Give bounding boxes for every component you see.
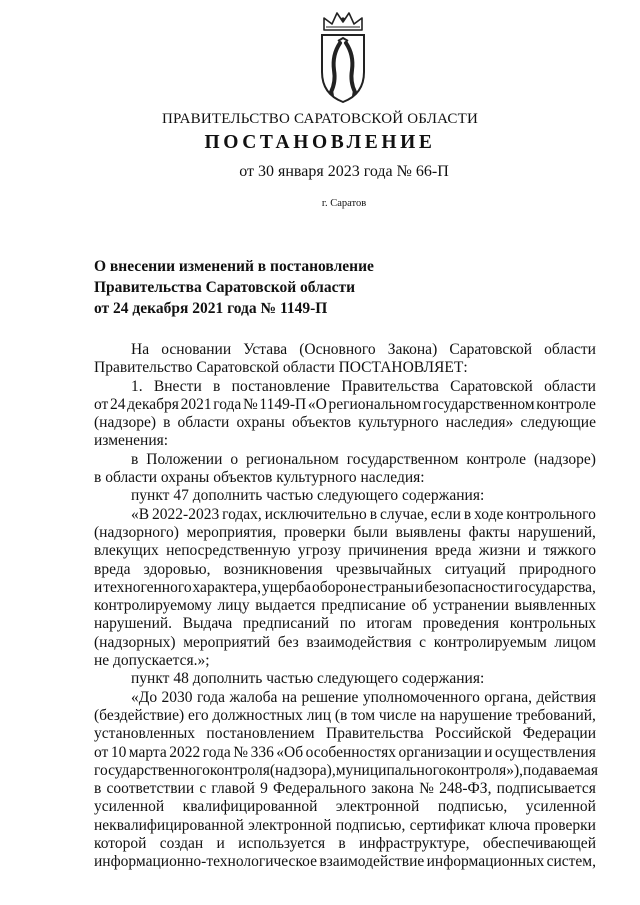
body-word: электронной — [335, 798, 420, 816]
body-word: основании — [161, 341, 232, 358]
body-word: влекущих — [94, 542, 159, 560]
document-city: г. Саратов — [321, 198, 367, 209]
body-word: Саратовской — [450, 377, 533, 395]
body-line — [94, 378, 596, 396]
body-word: с — [419, 633, 427, 651]
body-line: Правительство Саратовской области ПОСТАНОВЛЯЕТ: — [94, 359, 468, 377]
body-word: без — [277, 633, 299, 651]
body-line — [94, 853, 596, 871]
body-word: с — [199, 780, 207, 798]
body-line — [94, 634, 596, 652]
body-word: (в — [334, 706, 348, 724]
body-word: «Об — [276, 743, 304, 761]
body-word: в — [369, 505, 378, 523]
body-word: организации — [398, 743, 482, 761]
body-word: Федерации — [522, 725, 596, 743]
body-word: закона — [371, 780, 414, 798]
body-word: и — [527, 542, 537, 560]
body-word: действия — [536, 688, 596, 706]
body-word: информационных — [426, 853, 545, 871]
body-word: подписывается — [496, 780, 596, 798]
body-word: причинения — [348, 542, 428, 560]
body-word: Закона) — [387, 341, 438, 358]
body-word: № — [233, 743, 249, 761]
body-word: постановлением — [206, 725, 315, 743]
body-word: в — [94, 780, 102, 798]
body-word: в — [131, 450, 139, 468]
body-line — [94, 615, 596, 633]
body-word: лиц — [306, 706, 332, 724]
body-word: Федерального — [273, 780, 367, 798]
body-word: государства, — [514, 578, 596, 596]
body-word: усиленной — [525, 798, 596, 816]
body-word: государственного — [94, 761, 210, 779]
body-word: подаваемая — [523, 761, 598, 779]
body-word: нарушений, — [517, 523, 596, 541]
body-word: в — [213, 377, 221, 395]
body-word: том — [351, 706, 376, 724]
body-word: лицу — [217, 597, 250, 615]
body-line — [94, 798, 596, 816]
coat-of-arms-emblem — [318, 10, 368, 104]
body-word: Устава — [243, 341, 288, 358]
body-word: на — [420, 706, 436, 724]
body-word: были — [353, 523, 388, 541]
title-line: О внесении изменений в постановление — [94, 258, 374, 275]
body-line — [94, 707, 596, 725]
body-word: 24 — [110, 395, 126, 413]
body-word: жалоба — [229, 688, 278, 706]
body-word: характера, — [192, 578, 262, 596]
body-word: его — [187, 706, 209, 724]
body-word: № — [419, 780, 434, 798]
body-word: и — [216, 835, 225, 853]
body-word: постановление — [231, 377, 331, 395]
body-word: используется — [238, 835, 326, 853]
body-word: 9 — [260, 780, 268, 798]
body-word: угрозу — [297, 542, 342, 560]
body-word: об — [411, 597, 428, 615]
body-word: мероприятия, — [186, 523, 277, 541]
document-date-number: от 30 января 2023 года № 66-П — [239, 163, 449, 180]
title-line: от 24 декабря 2021 года № 1149-П — [94, 300, 328, 317]
body-word: (надзорного) — [94, 523, 179, 541]
body-word: Выдача — [182, 615, 233, 633]
body-word: вреда — [434, 542, 472, 560]
body-word: (надзоре) — [533, 450, 596, 468]
body-line: пункт 48 дополнить частью следующего содержания: — [131, 670, 485, 688]
body-line — [94, 762, 596, 780]
body-word: и — [415, 578, 424, 596]
body-word: государственном — [422, 395, 535, 413]
document-title — [94, 256, 414, 319]
body-word: выявленных — [514, 597, 596, 615]
body-word: Правительства — [341, 377, 439, 395]
body-word: ущерба — [262, 578, 312, 596]
body-word: предписаний — [243, 615, 330, 633]
body-word: (надзорных) — [94, 633, 176, 651]
body-word: особенностях — [305, 743, 397, 761]
body-word: 10 — [110, 743, 127, 761]
body-word: «О — [307, 395, 327, 413]
body-word: следующие — [520, 414, 596, 432]
body-line — [94, 744, 596, 762]
body-word: уполномоченного — [362, 688, 480, 706]
body-word: выдается — [255, 597, 316, 615]
body-word: о — [230, 450, 239, 468]
body-line — [94, 341, 596, 359]
body-word: в — [338, 835, 346, 853]
body-word: контроля»), — [446, 761, 524, 779]
body-word: выявлены — [395, 523, 461, 541]
body-word: обеспечивающей — [482, 835, 596, 853]
body-word: обороне — [312, 578, 367, 596]
body-word: Внести — [153, 377, 202, 395]
body-word: нарушений. — [94, 615, 173, 633]
body-line — [94, 396, 596, 414]
body-word: усиленной — [94, 798, 165, 816]
body-line — [94, 689, 596, 707]
body-word: контроле — [466, 450, 527, 468]
body-word: контроля — [209, 761, 270, 779]
body-word: устранении — [432, 597, 509, 615]
body-word: 1149-П — [259, 395, 307, 413]
body-word: области — [544, 341, 596, 358]
body-word: контролируемому — [94, 597, 212, 615]
body-word: решение — [301, 688, 359, 706]
body-word: страны — [367, 578, 415, 596]
body-word: нарушение — [439, 706, 513, 724]
body-word: Положении — [146, 450, 223, 468]
body-line — [94, 835, 596, 853]
body-word: 336 — [250, 743, 274, 761]
organization-name: ПРАВИТЕЛЬСТВО САРАТОВСКОЙ ОБЛАСТИ — [161, 111, 479, 127]
body-word: ключа — [489, 816, 531, 834]
body-word: вреда — [94, 560, 131, 578]
body-word: информационно-технологическое — [94, 853, 318, 871]
body-word: культурного — [358, 414, 439, 432]
body-word: подписью, — [335, 816, 406, 834]
body-word: региональном — [246, 450, 339, 468]
body-word: неквалифицированной — [94, 816, 244, 834]
document-type: ПОСТАНОВЛЕНИЕ — [204, 132, 436, 153]
body-line — [94, 780, 596, 798]
body-word: года — [196, 688, 225, 706]
body-line — [94, 725, 596, 743]
body-word: факты — [468, 523, 511, 541]
body-word: случае, — [379, 505, 428, 523]
body-word: на — [281, 688, 298, 706]
body-word: (надзоре) — [94, 414, 156, 432]
body-word: ситуаций — [444, 560, 506, 578]
body-word: здоровью, — [143, 560, 211, 578]
body-word: инфраструктуре, — [359, 835, 470, 853]
body-word: 2021 — [180, 395, 212, 413]
body-word: области — [177, 414, 230, 432]
body-word: наследия» — [445, 414, 514, 432]
body-word: по — [339, 615, 356, 633]
body-word: № — [242, 395, 258, 413]
body-line: не допускается.»; — [94, 652, 210, 670]
body-line — [94, 542, 596, 560]
body-line — [94, 579, 596, 597]
body-word: в — [463, 505, 472, 523]
body-line — [94, 597, 596, 615]
body-word: проверки — [284, 523, 346, 541]
body-word: предписание — [321, 597, 406, 615]
body-word: которой — [94, 835, 147, 853]
body-word: «В — [131, 505, 150, 523]
body-word: тяжкого — [543, 542, 596, 560]
body-word: сертификат — [409, 816, 486, 834]
body-word: должностных — [212, 706, 303, 724]
body-word: взаимодействие — [319, 853, 425, 871]
body-line — [94, 451, 596, 469]
body-word: 2022 — [169, 743, 201, 761]
body-word: органа, — [484, 688, 533, 706]
body-word: главой — [211, 780, 255, 798]
body-word: установленных — [94, 725, 195, 743]
body-word: безопасности — [424, 578, 514, 596]
body-word: квалифицированной — [182, 798, 318, 816]
body-word: муниципального — [335, 761, 447, 779]
body-line — [94, 817, 596, 835]
body-word: контрольного — [506, 505, 596, 523]
title-line: Правительства Саратовской области — [94, 279, 355, 296]
body-word: в — [163, 414, 171, 432]
body-word: региональном — [328, 395, 422, 413]
body-word: объектов — [291, 414, 352, 432]
body-word: осуществления — [494, 743, 596, 761]
body-word: проведения — [422, 615, 499, 633]
body-word: государственном — [346, 450, 459, 468]
body-word: техногенного — [103, 578, 192, 596]
document-body — [94, 341, 596, 872]
body-word: года — [202, 743, 231, 761]
body-word: создан — [159, 835, 204, 853]
body-word: взаимодействия — [306, 633, 412, 651]
body-word: контролируемым — [433, 633, 547, 651]
body-word: лицом — [554, 633, 596, 651]
body-line — [94, 414, 596, 432]
body-word: и — [484, 743, 493, 761]
body-line — [94, 561, 596, 579]
body-word: от — [94, 743, 109, 761]
body-line — [94, 524, 596, 542]
body-word: от — [94, 395, 109, 413]
body-word: ходе — [474, 505, 504, 523]
body-word: Саратовской — [449, 341, 533, 358]
body-word: жизни — [478, 542, 521, 560]
body-word: возникновения — [223, 560, 323, 578]
body-word: 1. — [131, 377, 143, 395]
body-word: (Основного — [299, 341, 376, 358]
body-word: На — [131, 341, 150, 358]
body-word: (надзора), — [269, 761, 336, 779]
body-word: электронной — [248, 816, 332, 834]
body-word: 248-ФЗ, — [439, 780, 492, 798]
body-word: области — [544, 377, 596, 395]
body-word: 2022-2023 — [152, 505, 220, 523]
body-word: если — [430, 505, 461, 523]
body-line: изменения: — [94, 432, 169, 450]
body-word: систем, — [546, 853, 596, 871]
body-word: «До — [131, 688, 158, 706]
body-word: чрезвычайных — [335, 560, 432, 578]
body-word: подписью, — [437, 798, 508, 816]
body-word: и — [94, 578, 103, 596]
body-word: марта — [128, 743, 167, 761]
body-word: года — [213, 395, 242, 413]
body-word: непосредственную — [166, 542, 291, 560]
body-word: Правительства — [326, 725, 424, 743]
body-word: контроле — [536, 395, 596, 413]
body-word: Российской — [434, 725, 512, 743]
body-word: годах, — [222, 505, 262, 523]
body-word: числе — [378, 706, 417, 724]
body-word: контрольных — [509, 615, 596, 633]
body-word: соответствии — [106, 780, 195, 798]
body-word: охраны — [236, 414, 285, 432]
body-word: природного — [518, 560, 596, 578]
body-line — [94, 506, 596, 524]
body-word: итогам — [366, 615, 413, 633]
body-line: пункт 47 дополнить частью следующего содержания: — [131, 487, 485, 505]
body-line: в области охраны объектов культурного наследия: — [94, 469, 425, 487]
body-word: требований, — [515, 706, 596, 724]
body-word: 2030 — [161, 688, 193, 706]
body-word: (бездействие) — [94, 706, 185, 724]
body-word: декабря — [127, 395, 179, 413]
body-word: мероприятий — [183, 633, 271, 651]
body-word: проверки — [534, 816, 596, 834]
body-word: исключительно — [264, 505, 367, 523]
